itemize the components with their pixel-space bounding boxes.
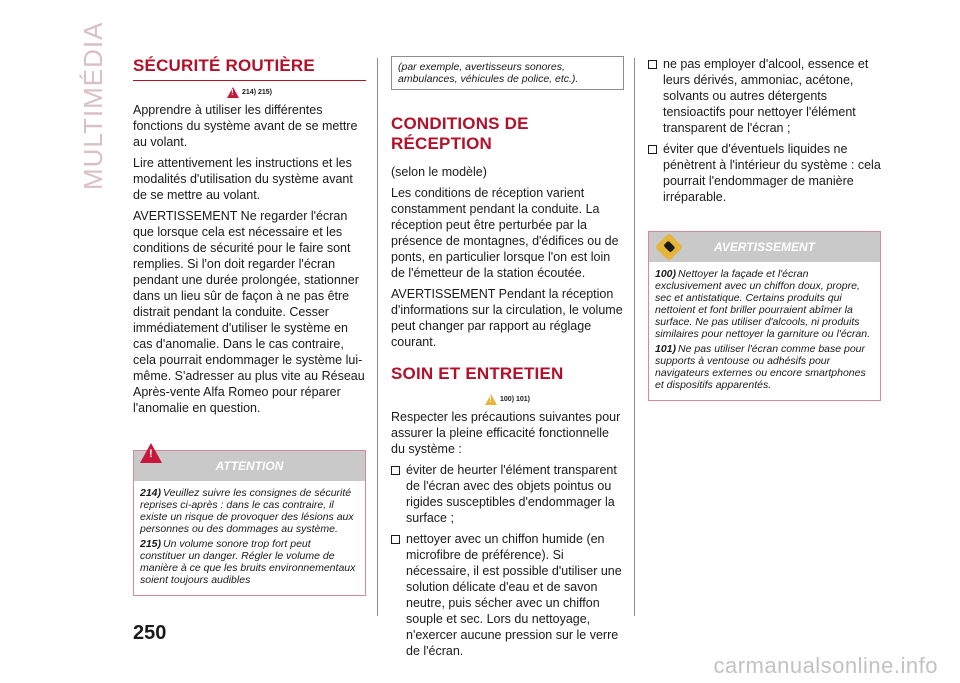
checkbox-bullet-icon — [391, 535, 400, 544]
item-number: 214) — [140, 487, 162, 499]
column-divider — [634, 58, 635, 616]
continued-callout: (par exemple, avertisseurs sonores, ambulances, véhicules de police, etc.). — [391, 56, 624, 90]
warning-body — [649, 262, 880, 400]
warning-item — [655, 343, 874, 391]
reference-numbers: 100) 101) — [500, 396, 530, 403]
warning-panel — [648, 231, 881, 401]
paragraph: Respecter les précautions suivantes pour assurer la pleine efficacité fonctionnelle du système : — [391, 410, 621, 456]
item-number: 101) — [655, 343, 677, 355]
column-2 — [391, 56, 624, 664]
attention-item — [140, 538, 359, 586]
item-number: 100) — [655, 268, 677, 280]
checkbox-bullet-icon — [648, 60, 657, 69]
section-title-entretien: SOIN ET ENTRETIEN — [391, 364, 564, 383]
paragraph: AVERTISSEMENT Ne regarder l'écran que lorsque cela est nécessaire et les conditions de sécurité pour le faire sont remplies. Si l'on doit regarder l'écran pendant une durée prolongée, stationner dans un lieu sûr de façon à ne pas être distrait pendant la conduite. Cesser immédiatement d'utiliser le système en cas d'anomalie. Dans le cas contraire, cela pourrait endommager le système lui-même. S'adresser au plus vite au Réseau Après-vente Alfa Romeo pour réparer l'anomalie en question. — [133, 209, 365, 415]
paragraph: (selon le modèle) — [391, 165, 487, 179]
caution-triangle-icon — [485, 394, 497, 405]
paragraph: Apprendre à utiliser les différentes fonctions du système avant de se mettre au volant. — [133, 103, 358, 149]
watermark-text: carmanualsonline.info — [713, 653, 938, 678]
reference-marker — [133, 87, 366, 98]
checkbox-bullet-icon — [648, 145, 657, 154]
item-number: 215) — [140, 538, 162, 550]
item-text: Un volume sonore trop fort peut constituer un danger. Régler le volume de manière à ce que les bruits environnementaux soient toujours audibles — [140, 538, 356, 586]
item-text: Veuillez suivre les consignes de sécurité reprises ci-après : dans le cas contraire, il existe un risque de provoquer des lésions aux personnes ou des dommages au système. — [140, 487, 354, 535]
warning-item — [655, 268, 874, 340]
danger-triangle-icon — [140, 443, 168, 471]
column-3 — [648, 56, 881, 401]
attention-title: ATTENTION — [215, 459, 284, 473]
checkbox-bullet-icon — [391, 466, 400, 475]
item-text: Ne pas utiliser l'écran comme base pour supports à ventouse ou adhésifs pour navigateurs externes ou encore smartphones et dispositifs apparentés. — [655, 343, 866, 391]
attention-header — [134, 451, 365, 481]
warning-triangle-icon — [227, 87, 239, 98]
warning-header — [649, 232, 880, 262]
item-text: Nettoyer la façade et l'écran exclusivement avec un chiffon doux, propre, sec et antistatique. Certains produits qui nettoient et font briller pourraient abîmer la surface. Ne pas utiliser d'alcools, ni produits similaires pour nettoyer la garniture ou l'écran. — [655, 268, 871, 340]
section-title-securite: SÉCURITÉ ROUTIÈRE — [133, 56, 366, 81]
attention-body — [134, 481, 365, 595]
reference-marker — [391, 394, 624, 405]
section-title-reception: CONDITIONS DE RÉCEPTION — [391, 114, 529, 153]
attention-item — [140, 487, 359, 535]
column-1 — [133, 56, 366, 596]
paragraph: Les conditions de réception varient constamment pendant la conduite. La réception peut être perturbée par la présence de montagnes, d'édifices ou de ponts, en particulier lorsque l'on est loin de l'émetteur de la station écoutée. — [391, 186, 619, 280]
list-item: éviter de heurter l'élément transparent de l'écran avec des objets pointus ou rigides susceptibles d'endommager la surface ; — [391, 462, 624, 526]
attention-panel — [133, 450, 366, 596]
paragraph: AVERTISSEMENT Pendant la réception d'informations sur la circulation, le volume peut changer par rapport au réglage courant. — [391, 287, 623, 349]
warning-title: AVERTISSEMENT — [714, 240, 815, 254]
list-item: ne pas employer d'alcool, essence et leurs dérivés, ammoniac, acétone, solvants ou autres détergents tensioactifs pour nettoyer l'élément transparent de l'écran ; — [648, 56, 881, 136]
reference-numbers: 214) 215) — [242, 89, 272, 96]
paragraph: Lire attentivement les instructions et les modalités d'utilisation du système avant de se mettre au volant. — [133, 156, 353, 202]
section-side-label: MULTIMÉDIA — [78, 21, 108, 190]
list-item: éviter que d'éventuels liquides ne pénètrent à l'intérieur du système : cela pourrait l'endommager de manière irréparable. — [648, 141, 881, 205]
list-item: nettoyer avec un chiffon humide (en microfibre de préférence). Si nécessaire, il est possible d'utiliser une solution délicate d'eau et de savon neutre, puis sécher avec un chiffon souple et sec. Lors du nettoyage, n'exercer aucune pression sur le verre de l'écran. — [391, 531, 624, 659]
page-number: 250 — [133, 622, 167, 644]
column-divider — [377, 58, 378, 616]
skid-warning-icon — [659, 237, 687, 265]
